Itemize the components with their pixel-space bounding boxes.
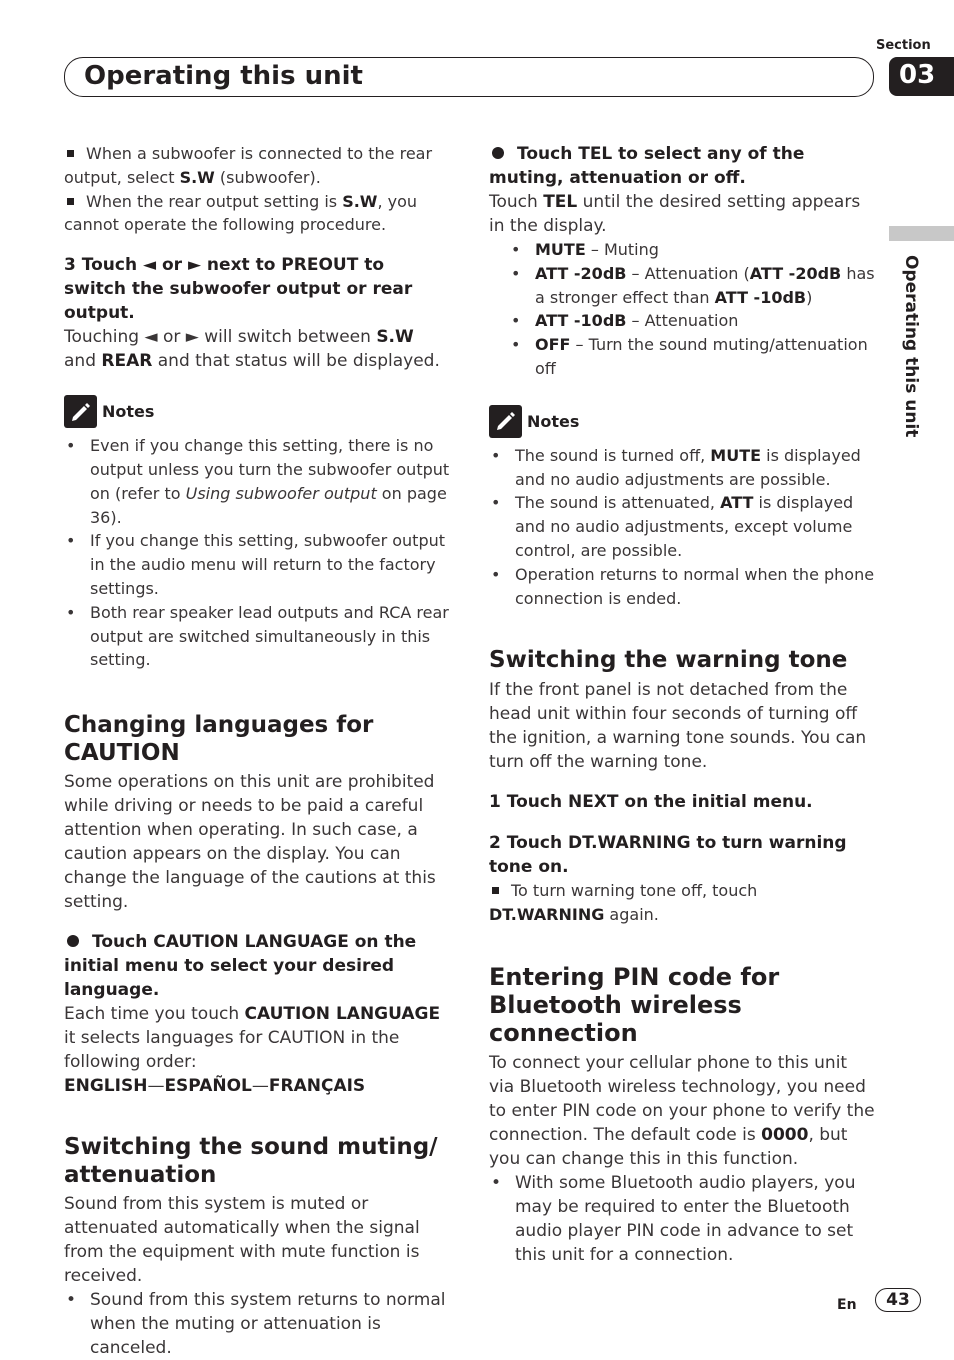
pin-body: To connect your cellular phone to this unit via Bluetooth wireless technology, you need to enter PIN code on your phone to verify the connection. The default code is 0000, but you can change this in this function.	[489, 1052, 875, 1169]
tel-options	[509, 238, 877, 381]
list-item: • The sound is attenuated, ATT is displayed and no audio adjustments, except volume control, are possible.	[491, 493, 854, 560]
pin-heading: Entering PIN code for Bluetooth wireless connection	[489, 962, 780, 1047]
section-number: 03	[899, 60, 936, 90]
sw-note-1: When a subwoofer is connected to the rear output, select S.W (subwoofer).	[64, 144, 433, 187]
caution-languages: ENGLISH—ESPAÑOL—FRANÇAIS	[64, 1076, 366, 1097]
pencil-icon	[489, 405, 522, 438]
notes-heading-2	[489, 405, 877, 438]
page-number-badge	[875, 1288, 921, 1312]
list-item: • MUTE – Muting	[511, 240, 659, 259]
mute-list	[64, 1288, 450, 1360]
tel-step: Touch TEL to select any of the muting, attenuation or off.	[489, 144, 805, 188]
list-item: • Sound from this system returns to normal when the muting or attenuation is canceled.	[66, 1290, 446, 1359]
warning-body: If the front panel is not detached from the head unit within four seconds of turning off the ignition, a warning tone sounds. You can turn off the warning tone.	[489, 680, 867, 773]
notes-heading-1	[64, 395, 450, 428]
list-item: • Operation returns to normal when the phone connection is ended.	[491, 564, 875, 608]
list-item: • The sound is turned off, MUTE is displayed and no audio adjustments are possible.	[491, 445, 861, 489]
warning-step-1: 1 Touch NEXT on the initial menu.	[489, 792, 813, 813]
step-3-heading: 3 Touch ◄ or ► next to PREOUT to switch the subwoofer output or rear output.	[64, 255, 413, 324]
list-item: • With some Bluetooth audio players, you may be required to enter the Bluetooth audio player PIN code in advance to set this unit for a connection.	[491, 1172, 856, 1265]
caution-step: Touch CAUTION LANGUAGE on the initial menu to select your desired language.	[64, 932, 417, 1001]
right-column	[489, 142, 877, 1267]
list-item: • Both rear speaker lead outputs and RCA rear output are switched simultaneously in this setting.	[66, 602, 449, 670]
list-item: • OFF – Turn the sound muting/attenuation off	[511, 335, 868, 378]
notes-label: Notes	[102, 402, 155, 422]
section-label: Section	[876, 38, 931, 53]
notes-list-1	[64, 434, 450, 672]
pin-list	[489, 1171, 877, 1267]
side-tab-label: Operating this unit	[901, 255, 921, 438]
list-item: • ATT -10dB – Attenuation	[511, 311, 739, 331]
page-title: Operating this unit	[84, 61, 363, 91]
side-tab-bar	[889, 226, 954, 241]
left-column	[64, 142, 450, 1360]
warning-off-note: To turn warning tone off, touch DT.WARNING again.	[489, 881, 758, 925]
square-bullet-icon	[67, 198, 74, 205]
footer-language: En	[837, 1297, 857, 1313]
mute-body: Sound from this system is muted or attenuated automatically when the signal from the equipment with mute function is received.	[64, 1194, 420, 1287]
list-item: • Even if you change this setting, there is no output unless you turn the subwoofer output on (refer to Using subwoofer output on page 36).	[66, 436, 450, 527]
round-bullet-icon	[492, 147, 504, 159]
tel-body: Touch TEL until the desired setting appears in the display.	[489, 192, 861, 236]
notes-label: Notes	[527, 411, 580, 431]
caution-order: Each time you touch CAUTION LANGUAGE it selects languages for CAUTION in the following order:	[64, 1004, 441, 1073]
square-bullet-icon	[67, 150, 74, 157]
round-bullet-icon	[67, 935, 79, 947]
mute-heading: Switching the sound muting/ attenuation	[64, 1134, 438, 1189]
list-item: • If you change this setting, subwoofer output in the audio menu will return to the factory settings.	[66, 531, 446, 598]
notes-list-2	[489, 444, 877, 611]
pencil-icon	[64, 395, 97, 428]
caution-body: Some operations on this unit are prohibited while driving or needs to be paid a careful attention when operating. In such case, a caution appears on the display. You can change the language of the cautions at this setting.	[64, 772, 436, 913]
sw-note-2: When the rear output setting is S.W, you cannot operate the following procedure.	[64, 191, 418, 235]
square-bullet-icon	[492, 887, 499, 894]
page-number: 43	[886, 1290, 910, 1310]
section-number-badge	[889, 57, 954, 96]
list-item: • ATT -20dB – Attenuation (ATT -20dB has a stronger effect than ATT -10dB)	[511, 263, 875, 307]
caution-heading: Changing languages for CAUTION	[64, 712, 374, 767]
warning-heading: Switching the warning tone	[489, 647, 848, 674]
warning-step-2: 2 Touch DT.WARNING to turn warning tone on.	[489, 833, 847, 878]
step-3-body: Touching ◄ or ► will switch between S.W and REAR and that status will be displayed.	[64, 327, 440, 372]
